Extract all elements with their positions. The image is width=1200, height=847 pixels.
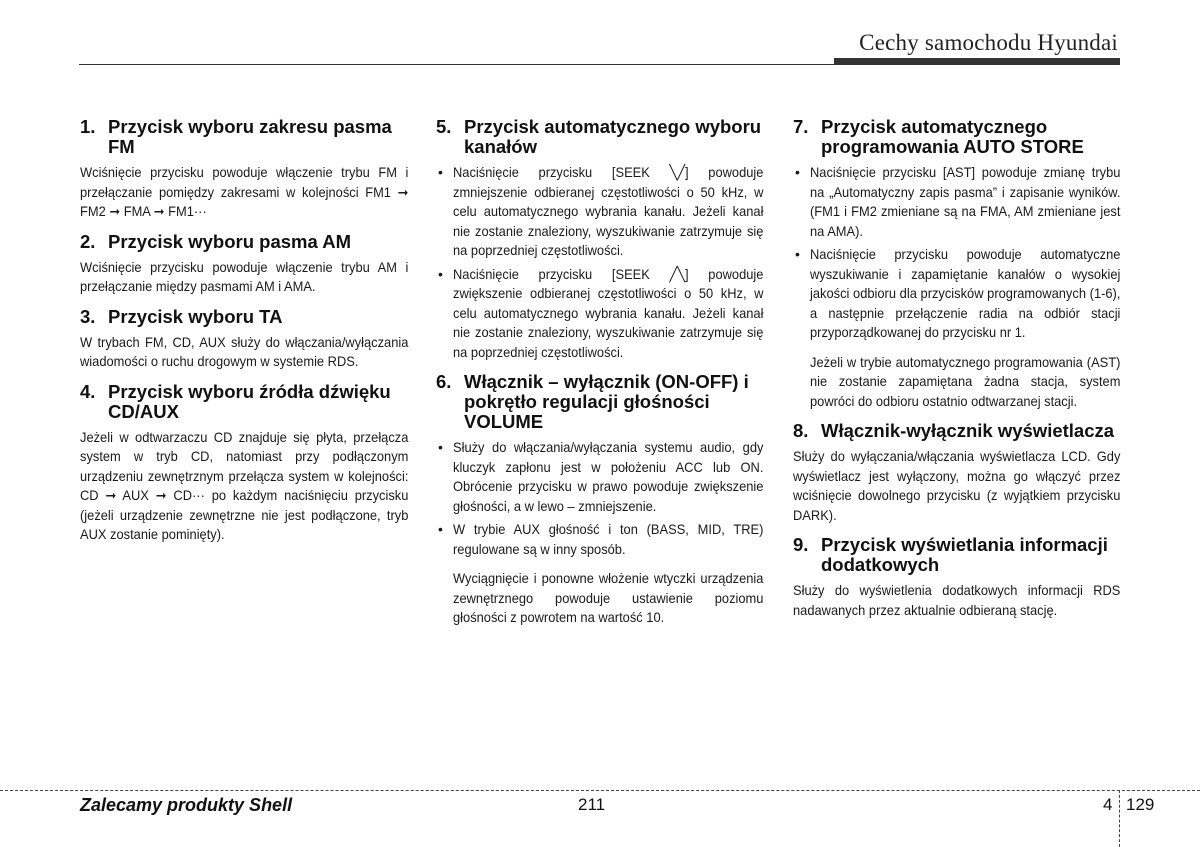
footer-page-number: 129 — [1126, 795, 1155, 814]
footer-chapter-number: 4 — [1103, 795, 1113, 814]
section-text: Wciśnięcie przycisku powoduje włączenie trybu AM i przełączanie między pasmami AM i AMA. — [80, 258, 409, 294]
section-text: Jeżeli w odtwarzaczu CD znajduje się płyta, przełącza system w tryb CD, natomiast przy podłączonym urządzeniu zewnętrznym przełącza system w kolejności: CD ➞ AUX ➞ CD··· po każdym naciśnięciu przycisku (jeżeli urządzenie zewnętrzne nie jest podłączone, tryb AUX zostanie pominięty). — [80, 428, 409, 542]
section-heading: 3. Przycisk wyboru TA — [80, 305, 283, 327]
section-heading: 1. Przycisk wyboru zakresu pasma FM — [80, 116, 392, 157]
section-7 — [793, 117, 1121, 411]
section-text: Służy do wyświetlenia dodatkowych informacji RDS nadawanych przez aktualnie odbieraną stację. — [793, 582, 1121, 618]
section-heading: 2. Przycisk wyboru pasma AM — [80, 230, 351, 252]
section-text: Służy do wyłączania/włączania wyświetlacza LCD. Gdy wyświetlacz jest wyłączony, można go włączyć przez wciśnięcie dowolnego przycisku (z wyjątkiem przycisku DARK). — [793, 448, 1121, 523]
list-continuation: Jeżeli w trybie automatycznego programowania (AST) nie zostanie zapamiętana żadna stacja, system powróci do odbioru ostatnio odtwarzanej stacji. — [810, 353, 1121, 409]
bullet-list — [793, 163, 1121, 343]
section-heading: 9. Przycisk wyświetlania informacji dodatkowych — [793, 534, 1108, 575]
section-heading: 5. Przycisk automatycznego wyboru kanałów — [436, 116, 762, 157]
list-continuation: Wyciągnięcie i ponowne włożenie wtyczki urządzenia zewnętrznego powoduje ustawienie poziomu głośności z powrotem na wartość 10. — [453, 570, 764, 625]
section-1 — [80, 117, 409, 222]
list-item: • Naciśnięcie przycisku [SEEK ╲╱] powoduje zmniejszenie odbieranej częstotliwości o 50 kHz, w celu automatycznego wybrania kanału. Jeżeli kanał nie zostanie znaleziony, wyszukiwanie zatrzymuje się na poprzedniej częstotliwości. — [436, 163, 764, 261]
footer-page-divider — [1119, 790, 1120, 847]
footer-slogan: Zalecamy produkty Shell — [80, 795, 293, 815]
list-item: • Naciśnięcie przycisku [AST] powoduje zmianę trybu na „Automatyczny zapis pasma” i zapisanie wyników. (FM1 i FM2 zmieniane są na FMA, AM zmieniane jest na AMA). — [793, 163, 1121, 241]
section-5 — [436, 117, 764, 362]
section-2 — [80, 232, 409, 297]
list-item: • Naciśnięcie przycisku [SEEK ╱╲] powoduje zwiększenie odbieranej częstotliwości o 50 kHz, w celu automatycznego wybrania kanału. Jeżeli kanał nie zostanie znaleziony, wyszukiwanie zatrzymuje się na poprzedniej częstotliwości. — [436, 265, 764, 363]
section-3 — [80, 307, 409, 372]
column-right — [793, 117, 1121, 630]
list-item: • Naciśnięcie przycisku powoduje automatyczne wyszukiwanie i zapamiętanie kanałów o wysokiej jakości odbioru dla przycisków programowanych (1-6), a następnie przełączenie radia na odbiór stacji przyporządkowanej do przycisku nr 1. — [793, 245, 1121, 343]
section-heading: 6. Włącznik – wyłącznik (ON-OFF) i pokrętło regulacji głośności VOLUME — [436, 371, 749, 432]
section-text: W trybach FM, CD, AUX służy do włączania/wyłączania wiadomości o ruchu drogowym w systemie RDS. — [80, 333, 409, 369]
footer-sheet-number: 211 — [578, 795, 606, 814]
section-9 — [793, 535, 1121, 620]
section-6 — [436, 372, 764, 628]
bullet-list — [436, 438, 764, 559]
header-accent-bar — [834, 58, 1120, 65]
bullet-list — [436, 163, 764, 362]
section-heading: 4. Przycisk wyboru źródła dźwięku CD/AUX — [80, 380, 391, 422]
column-middle — [436, 117, 764, 638]
section-heading: 8. Włącznik-wyłącznik wyświetlacza — [793, 420, 1115, 441]
section-4 — [80, 382, 409, 545]
list-item: • Służy do włączania/wyłączania systemu audio, gdy kluczyk zapłonu jest w położeniu ACC lub ON. Obrócenie przycisku w prawo powoduje zwiększenie głośności, a w lewo – zmniejszenie. — [436, 438, 764, 516]
section-8 — [793, 421, 1121, 525]
list-item: • W trybie AUX głośność i ton (BASS, MID, TRE) regulowane są w inny sposób. — [436, 520, 764, 559]
column-left — [80, 117, 409, 555]
footer-divider — [0, 790, 1200, 791]
section-text: Wciśnięcie przycisku powoduje włączenie trybu FM i przełączanie pomiędzy zakresami w kolejności FM1 ➞ FM2 ➞ FMA ➞ FM1··· — [80, 164, 409, 219]
page-header-title: Cechy samochodu Hyundai — [859, 30, 1118, 55]
section-heading: 7. Przycisk automatycznego programowania AUTO STORE — [793, 116, 1084, 157]
